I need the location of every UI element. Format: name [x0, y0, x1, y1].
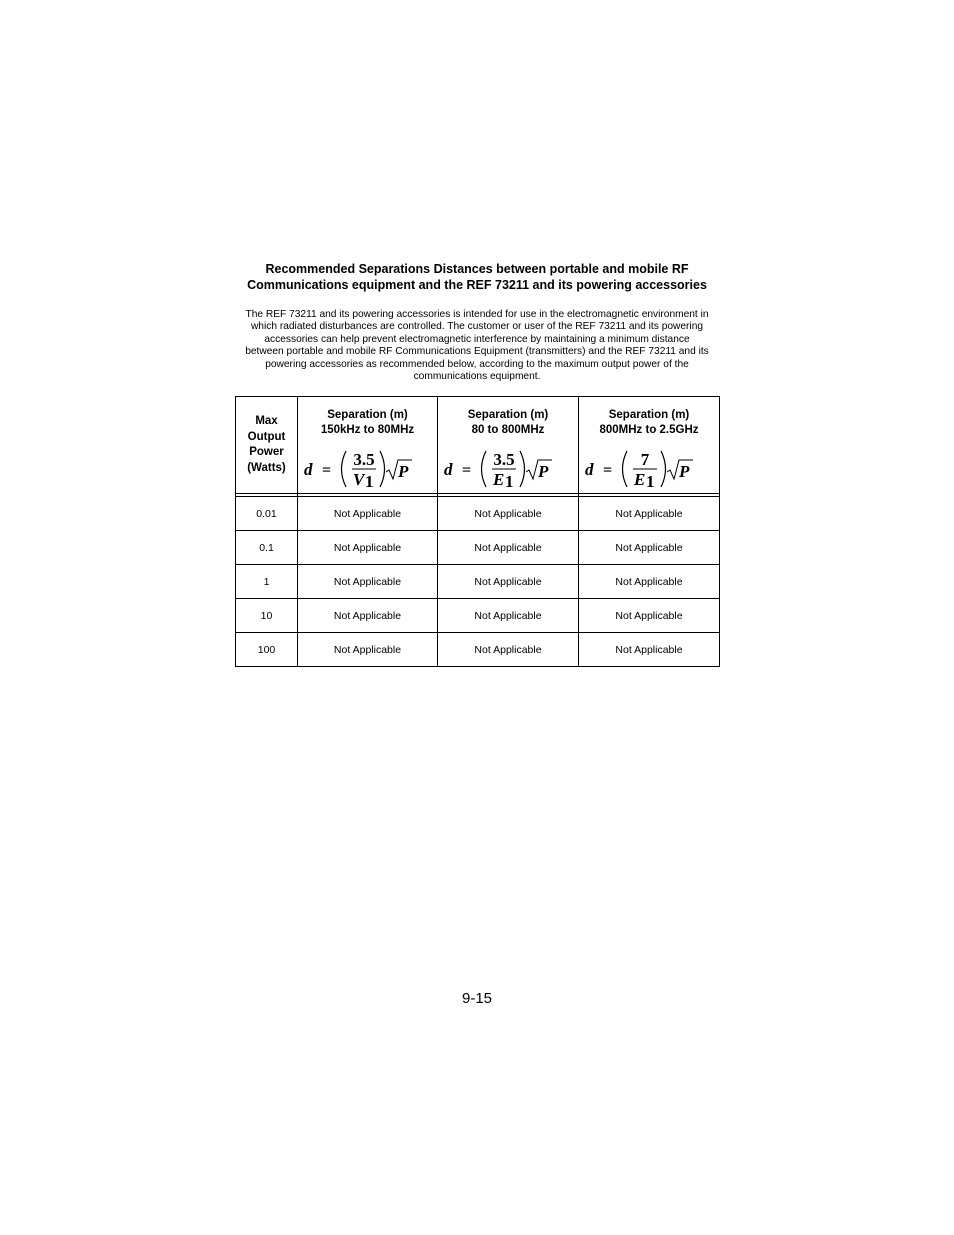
formula-root: P: [679, 461, 690, 481]
table-row: [236, 633, 720, 667]
formula-denominator-var: V: [353, 469, 365, 489]
header-text: Separation (m): [327, 408, 408, 421]
formula-lhs: d: [585, 459, 594, 479]
formula-numerator: 7: [640, 449, 650, 469]
table-cell: Not Applicable: [438, 497, 579, 531]
intro-line: which radiated disturbances are controlled. The customer or user of the REF 73211 and its powering: [250, 321, 704, 333]
power-cell: 10: [236, 599, 298, 633]
table-cell: Not Applicable: [298, 565, 438, 599]
header-separation-150khz-80mhz: [298, 397, 438, 494]
intro-line: between portable and mobile RF Communications Equipment (transmitters) and the REF 73211 and its: [245, 346, 709, 358]
table-cell: Not Applicable: [438, 633, 579, 667]
intro-paragraph: [240, 309, 714, 383]
intro-line: The REF 73211 and its powering accessories is intended for use in the electromagnetic environment in: [245, 309, 709, 320]
power-cell: 0.01: [236, 497, 298, 531]
formula-eq: =: [603, 461, 613, 479]
header-text: 150kHz to 80MHz: [320, 424, 415, 436]
title-line-1: Recommended Separations Distances between portable and mobile RF: [265, 262, 689, 276]
table-header-row: [236, 397, 720, 494]
formula-denominator-var: E: [634, 469, 646, 489]
document-title: [235, 261, 719, 293]
formula-denominator-sub: 1: [365, 471, 374, 491]
header-separation-800mhz-2-5ghz: [579, 397, 720, 494]
intro-line: communications equipment.: [413, 371, 541, 383]
formula-lhs: d: [444, 459, 453, 479]
formula-denominator-sub: 1: [646, 471, 655, 491]
table-cell: Not Applicable: [579, 633, 720, 667]
formula-denominator-sub: 1: [505, 471, 514, 491]
formula-eq: =: [462, 461, 472, 479]
page-number: 9-15: [461, 990, 493, 1007]
intro-line: powering accessories as recommended below, according to the maximum output power of the: [265, 358, 689, 370]
header-text: 800MHz to 2.5GHz: [599, 424, 699, 436]
table-cell: Not Applicable: [579, 531, 720, 565]
formula-col3: [579, 447, 699, 491]
power-cell: 1: [236, 565, 298, 599]
header-separation-80-800mhz: [438, 397, 579, 494]
formula-col1: [298, 447, 418, 491]
header-text: Output: [247, 430, 286, 443]
table-cell: Not Applicable: [298, 497, 438, 531]
header-text: Separation (m): [467, 408, 549, 421]
formula-root: P: [538, 461, 549, 481]
table-row: [236, 497, 720, 531]
formula-eq: =: [322, 461, 332, 479]
header-text: Max: [255, 415, 278, 427]
power-cell: 100: [236, 633, 298, 667]
table-cell: Not Applicable: [438, 599, 579, 633]
header-text: Separation (m): [608, 408, 690, 421]
title-line-2: Communications equipment and the REF 73211 and its powering accessories: [247, 278, 707, 292]
separation-distance-table: [235, 396, 720, 667]
formula-lhs: d: [304, 459, 313, 479]
formula-col2: [438, 447, 558, 491]
formula-numerator: 3.5: [493, 449, 515, 469]
table-cell: Not Applicable: [438, 531, 579, 565]
table-row: [236, 565, 720, 599]
header-text: 80 to 800MHz: [471, 424, 545, 436]
formula-denominator-var: E: [493, 469, 505, 489]
header-text: Power: [249, 446, 284, 458]
table-cell: Not Applicable: [579, 497, 720, 531]
formula-numerator: 3.5: [353, 449, 375, 469]
formula-root: P: [398, 461, 409, 481]
table-cell: Not Applicable: [298, 599, 438, 633]
table-cell: Not Applicable: [438, 565, 579, 599]
table-cell: Not Applicable: [298, 531, 438, 565]
table-cell: Not Applicable: [579, 565, 720, 599]
table-cell: Not Applicable: [579, 599, 720, 633]
table-row: [236, 599, 720, 633]
table-cell: Not Applicable: [298, 633, 438, 667]
table-row: [236, 531, 720, 565]
header-max-output-power: [236, 397, 298, 494]
header-text: (Watts): [247, 461, 286, 474]
power-cell: 0.1: [236, 531, 298, 565]
intro-line: accessories can help prevent electromagnetic interference by maintaining a minimum distance: [264, 333, 690, 345]
